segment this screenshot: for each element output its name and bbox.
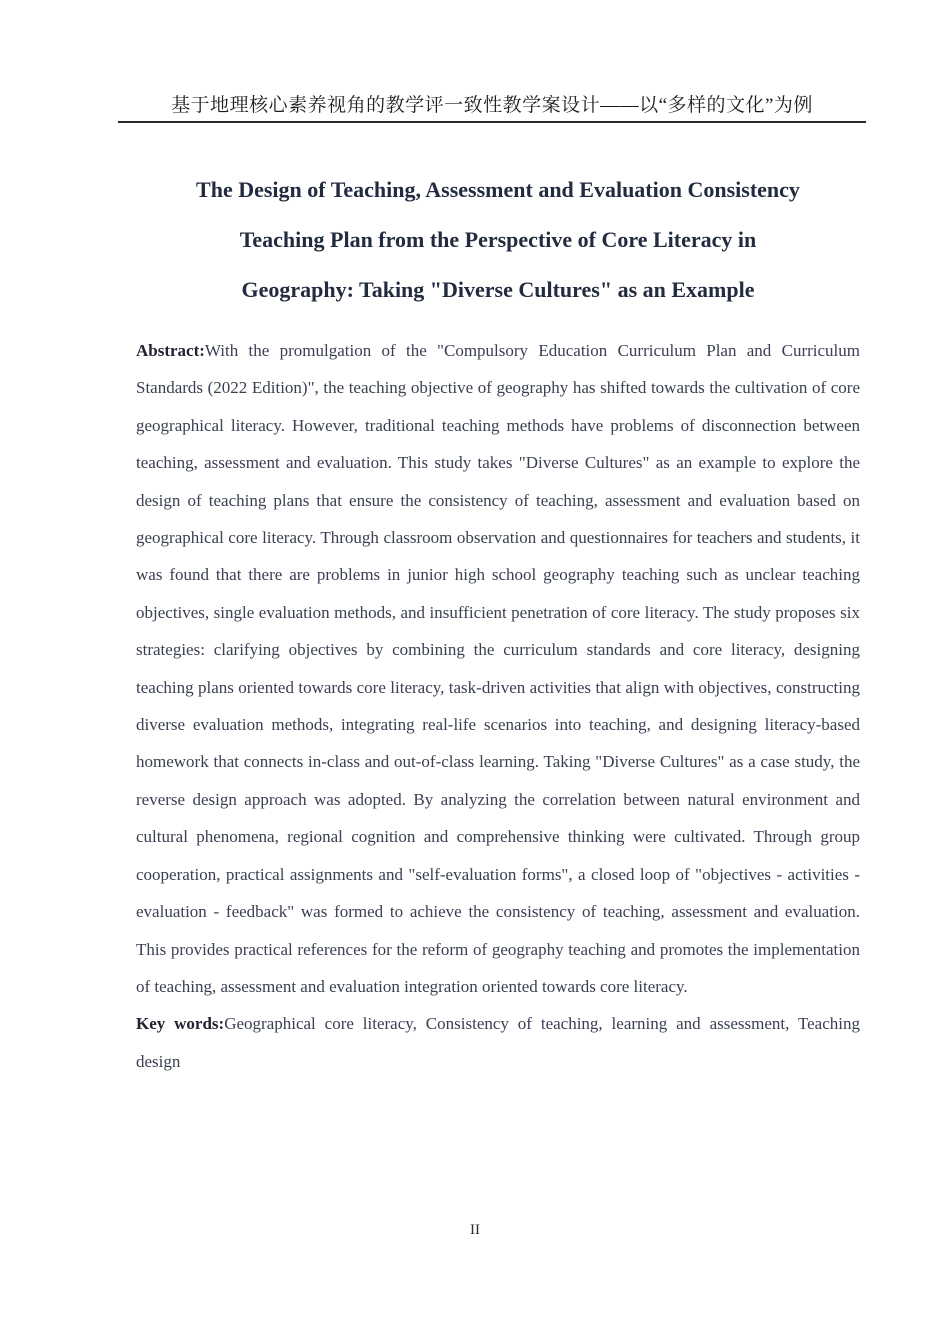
keywords-paragraph <box>136 1005 860 1080</box>
abstract-paragraph <box>136 332 860 1005</box>
keywords-label: Key words: <box>136 1014 225 1034</box>
document-title <box>136 165 860 315</box>
title-line-1: The Design of Teaching, Assessment and Evaluation Consistency <box>196 177 800 202</box>
keywords-text: Geographical core literacy, Consistency of teaching, learning and assessment, Teaching design <box>136 1014 860 1071</box>
page-number: II <box>470 1222 480 1238</box>
abstract-text: With the promulgation of the "Compulsory Education Curriculum Plan and Curriculum Standards (2022 Edition)", the teaching objective of geography has shifted towards the cultivation of core geographical literacy. However, traditional teaching methods have problems of disconnection between teaching, assessment and evaluation. This study takes "Diverse Cultures" as an example to explore the design of teaching plans that ensure the consistency of teaching, assessment and evaluation based on geographical core literacy. Through classroom observation and questionnaires for teachers and students, it was found that there are problems in junior high school geography teaching such as unclear teaching objectives, single evaluation methods, and insufficient penetration of core literacy. The study proposes six strategies: clarifying objectives by combining the curriculum standards and core literacy, designing teaching plans oriented towards core literacy, task-driven activities that align with objectives, constructing diverse evaluation methods, integrating real-life scenarios into teaching, and designing literacy-based homework that connects in-class and out-of-class learning. Taking "Diverse Cultures" as a case study, the reverse design approach was adopted. By analyzing the correlation between natural environment and cultural phenomena, regional cognition and comprehensive thinking were cultivated. Through group cooperation, practical assignments and "self-evaluation forms", a closed loop of "objectives - activities - evaluation - feedback" was formed to achieve the consistency of teaching, assessment and evaluation. This provides practical references for the reform of geography teaching and promotes the implementation of teaching, assessment and evaluation integration oriented towards core literacy. <box>136 341 860 996</box>
running-header: 基于地理核心素养视角的教学评一致性教学案设计——以“多样的文化”为例 <box>118 90 866 123</box>
abstract-label: Abstract: <box>136 341 205 360</box>
title-line-3: Geography: Taking "Diverse Cultures" as an Example <box>241 277 755 302</box>
title-line-2: Teaching Plan from the Perspective of Core Literacy in <box>239 227 757 252</box>
